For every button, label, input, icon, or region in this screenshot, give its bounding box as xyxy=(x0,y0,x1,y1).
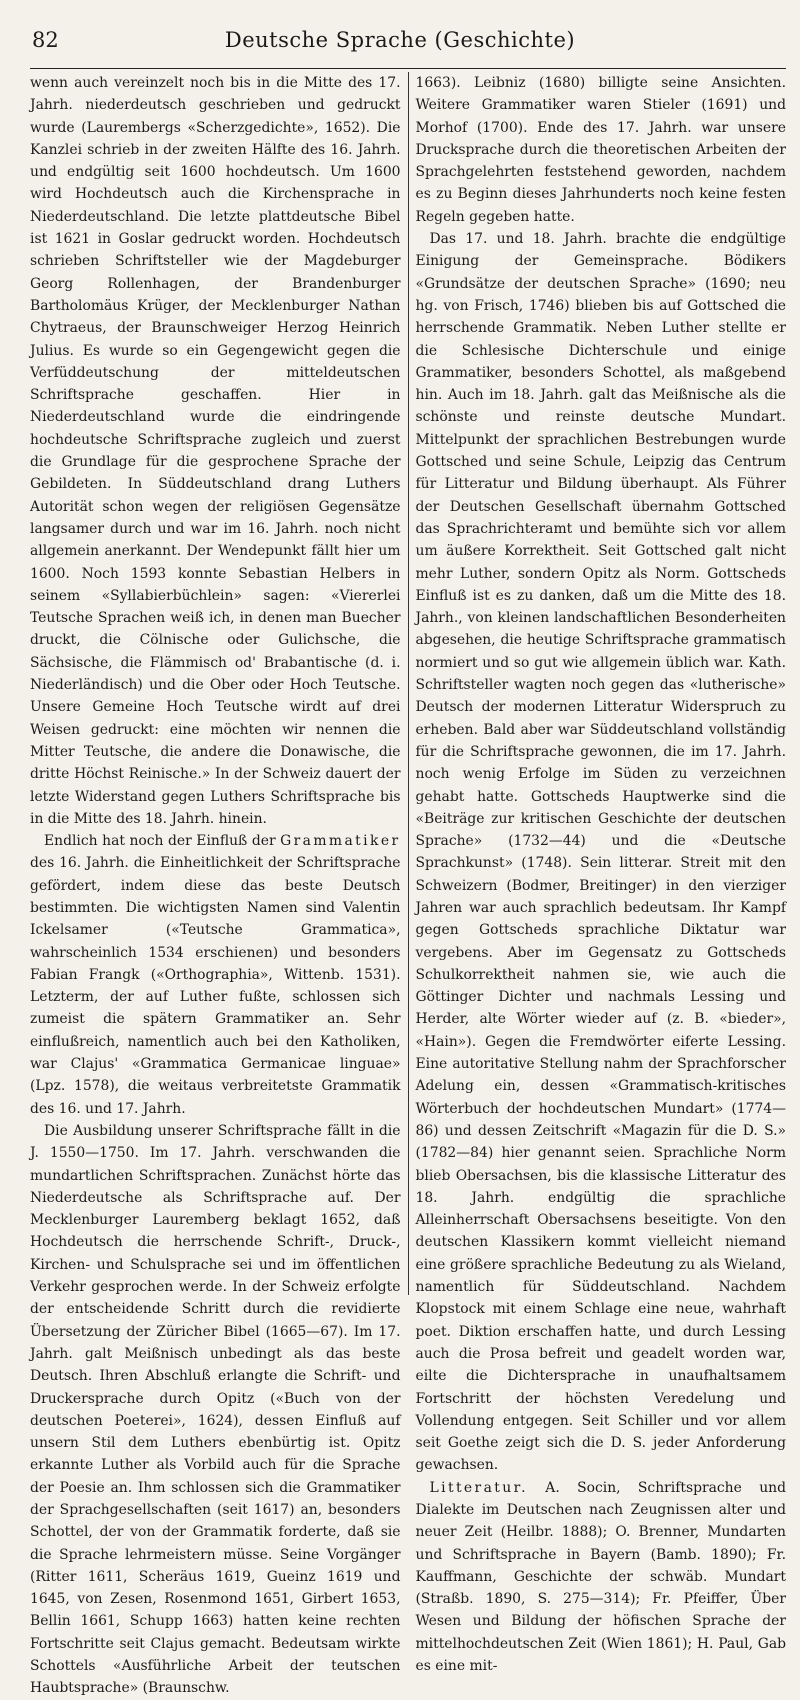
paragraph xyxy=(30,830,401,1120)
paragraph-text: des 16. Jahrh. die Einheitlichkeit der Schriftsprache gefördert, indem diese das beste Deutsch bestimmten. Die wichtigsten Namen sind Valentin Ickelsamer («Teutsche Grammatica», wahrscheinlich 1534 erschienen) und besonders Fabian Frangk («Orthographia», Wittenb. 1531). Letzterm, der auf Luther fußte, schlossen sich zumeist die spätern Grammatiker an. Sehr einflußreich, namentlich auch bei den Katholiken, war Clajus' «Grammatica Germanicae linguae» (Lpz. 1578), die weitaus verbreitetste Grammatik des 16. und 17. Jahrh. xyxy=(30,855,401,1117)
text-columns xyxy=(30,72,786,1697)
paragraph: Das 17. und 18. Jahrh. brachte die endgültige Einigung der Gemeinsprache. Bödikers «Grundsätze der deutschen Sprache» (1690; neu hg. von Frisch, 1746) blieben bis auf Gottsched die herrschende Grammatik. Neben Luther stellte er die Schlesische Dichterschule und einige Grammatiker, besonders Schottel, als maßgebend hin. Auch im 18. Jahrh. galt das Meißnische als die schönste und reinste deutsche Mundart. Mittelpunkt der sprachlichen Bestrebungen wurde Gottsched und seine Schule, Leipzig das Centrum für Litteratur und Bildung überhaupt. Als Führer der Deutschen Gesellschaft übernahm Gottsched das Sprachrichteramt und bemühte sich vor allem um äußere Korrektheit. Seit Gottsched galt nicht mehr Luther, sondern Opitz als Norm. Gottscheds Einfluß ist es zu danken, daß um die Mitte des 18. Jahrh., von kleinen landschaftlichen Besonderheiten abgesehen, die heutige Schriftsprache grammatisch normiert und so gut wie allgemein üblich war. Kath. Schriftsteller wagten noch gegen das «lutherische» Deutsch der modernen Litteratur Widerspruch zu erheben. Bald aber war Süddeutschland vollständig für die Schriftsprache gewonnen, die im 17. Jahrh. noch wenig Erfolge im Süden zu verzeichnen gehabt hatte. Gottscheds Hauptwerke sind die «Beiträge zur kritischen Geschichte der deutschen Sprache» (1732—44) und die «Deutsche Sprachkunst» (1748). Sein litterar. Streit mit den Schweizern (Bodmer, Breitinger) in den vierziger Jahren war auch sprachlich bedeutsam. Ihr Kampf gegen Gottscheds sprachliche Diktatur war vergebens. Aber im Gegensatz zu Gottscheds Schulkorrektheit nahmen sie, wie auch die Göttinger Dichter und nachmals Lessing und Herder, alte Wörter wieder auf (z. B. «bieder», «Hain»). Gegen die Fremdwörter eiferte Lessing. Eine autoritative Stellung nahm der Sprachforscher Adelung ein, dessen «Grammatisch-kritisches Wörterbuch der hochdeutschen Mundart» (1774—86) und dessen Zeitschrift «Magazin für die D. S.» (1782—84) hier genannt seien. Sprachliche Norm blieb Obersachsen, bis die klassische Litteratur des 18. Jahrh. endgültig die sprachliche Alleinherrschaft Obersachsens beseitigte. Von den deutschen Klassikern kommt vielleicht niemand eine größere sprachliche Bedeutung zu als Wieland, namentlich für Süddeutschland. Nachdem Klopstock mit einem Schlage eine neue, wahrhaft poet. Diktion erschaffen hatte, und durch Lessing auch die Prosa befreit und geadelt worden war, eilte die Dichtersprache in unaufhaltsamem Fortschritt der höchsten Veredelung und Vollendung entgegen. Seit Schiller und vor allem seit Goethe zeigt sich die D. S. jeder Anforderung gewachsen. xyxy=(415,231,786,1474)
emphasized-term: Grammatiker xyxy=(280,833,401,850)
running-head xyxy=(20,28,780,58)
paragraph-text: A. Socin, Schriftsprache und Dialekte im Deutschen nach Zeugnissen alter und neuer Zeit (Heilbr. 1888); O. Brenner, Mundarten und Schriftsprache in Bayern (Bamb. 1890); Fr. Kauffmann, Geschichte der schwäb. Mundart (Straßb. 1890, S. 275—314); Fr. Pfeiffer, Über Wesen und Bildung der höfischen Sprache der mittelhochdeutschen Zeit (Wien 1861); H. Paul, Gab es eine mit- xyxy=(415,1479,786,1675)
page-header-title: Deutsche Sprache (Geschichte) xyxy=(224,28,576,52)
header-rule xyxy=(30,68,786,69)
section-label-literature: Litteratur. xyxy=(429,1479,528,1496)
paragraph: wenn auch vereinzelt noch bis in die Mitte des 17. Jahrh. niederdeutsch geschrieben und gedruckt wurde (Laurembergs «Scherzgedichte», 1652). Die Kanzlei schrieb in der zweiten Hälfte des 16. Jahrh. und endgültig seit 1600 hochdeutsch. Um 1600 wird Hochdeutsch auch die Kirchensprache in Niederdeutschland. Die letzte plattdeutsche Bibel ist 1621 in Goslar gedruckt worden. Hochdeutsch schrieben Schriftsteller wie der Magdeburger Georg Rollenhagen, der Brandenburger Bartholomäus Krüger, der Mecklenburger Nathan Chytraeus, der Braunschweiger Herzog Heinrich Julius. Es wurde so ein Gegengewicht gegen die Verfüddeutschung der mitteldeutschen Schriftsprache geschaffen. Hier in Niederdeutschland wurde die eindringende hochdeutsche Schriftsprache zugleich und zuerst die Grundlage für die gesprochene Sprache der Gebildeten. In Süddeutschland drang Luthers Autorität schon wegen der religiösen Gegensätze langsamer durch und war im 16. Jahrh. noch nicht allgemein anerkannt. Der Wendepunkt fällt hier um 1600. Noch 1593 konnte Sebastian Helbers in seinem «Syllabierbüchlein» sagen: «Viererlei Teutsche Sprachen weiß ich, in denen man Buecher druckt, die Cölnische oder Gulichsche, die Sächsische, die Flämmisch od' Brabantische (d. i. Niederländisch) und die Ober oder Hoch Teutsche. Unsere Gemeine Hoch Teutsche wirdt auf drei Weisen gedruckt: eine möchten wir nennen die Mitter Teutsche, die andere die Donawische, die dritte Höchst Reinische.» In der Schweiz dauert der letzte Widerstand gegen Luthers Schriftsprache bis in die Mitte des 18. Jahrh. hinein. xyxy=(30,75,401,827)
column-divider xyxy=(408,72,409,1295)
paragraph: 1663). Leibniz (1680) billigte seine Ansichten. Weitere Grammatiker waren Stieler (1691) und Morhof (1700). Ende des 17. Jahrh. war unsere Drucksprache durch die theoretischen Arbeiten der Sprachgelehrten feststehend geworden, nachdem es zu Beginn dieses Jahrhunderts noch keine festen Regeln gegeben hatte. xyxy=(415,75,786,225)
right-column xyxy=(415,72,787,1675)
paragraph-text: Endlich hat noch der Einfluß der xyxy=(44,833,281,850)
left-column xyxy=(30,72,401,1697)
paragraph xyxy=(416,1477,787,1678)
page-number: 82 xyxy=(32,28,59,52)
paragraph: Die Ausbildung unserer Schriftsprache fällt in die J. 1550—1750. Im 17. Jahrh. verschwanden die mundartlichen Schriftsprachen. Zunächst hörte das Niederdeutsche als Schriftsprache auf. Der Mecklenburger Lauremberg beklagt 1652, daß Hochdeutsch die herrschende Schrift-, Druck-, Kirchen- und Schulsprache sei und im öffentlichen Verkehr gesprochen werde. In der Schweiz erfolgte der entscheidende Schritt durch die revidierte Übersetzung der Züricher Bibel (1665—67). Im 17. Jahrh. galt Meißnisch unbedingt als das beste Deutsch. Ihren Abschluß erlangte die Schrift- und Druckersprache durch Opitz («Buch von der deutschen Poeterei», 1624), dessen Einfluß auf unsern Stil dem Luthers ebenbürtig ist. Opitz erkannte Luther als Vorbild auch für die Sprache der Poesie an. Ihm schlossen sich die Grammatiker der Sprachgesellschaften (seit 1617) an, besonders Schottel, der von der Grammatik forderte, daß sie die Sprache lehrmeistern müsse. Seine Vorgänger (Ritter 1611, Scheräus 1619, Gueinz 1619 und 1645, von Zesen, Rosenmond 1651, Girbert 1653, Bellin 1661, Schupp 1663) hatten keine rechten Fortschritte seit Clajus gemacht. Bedeutsam wirkte Schottels «Ausführliche Arbeit der teutschen Haubtsprache» (Braunschw. xyxy=(30,1122,401,1697)
